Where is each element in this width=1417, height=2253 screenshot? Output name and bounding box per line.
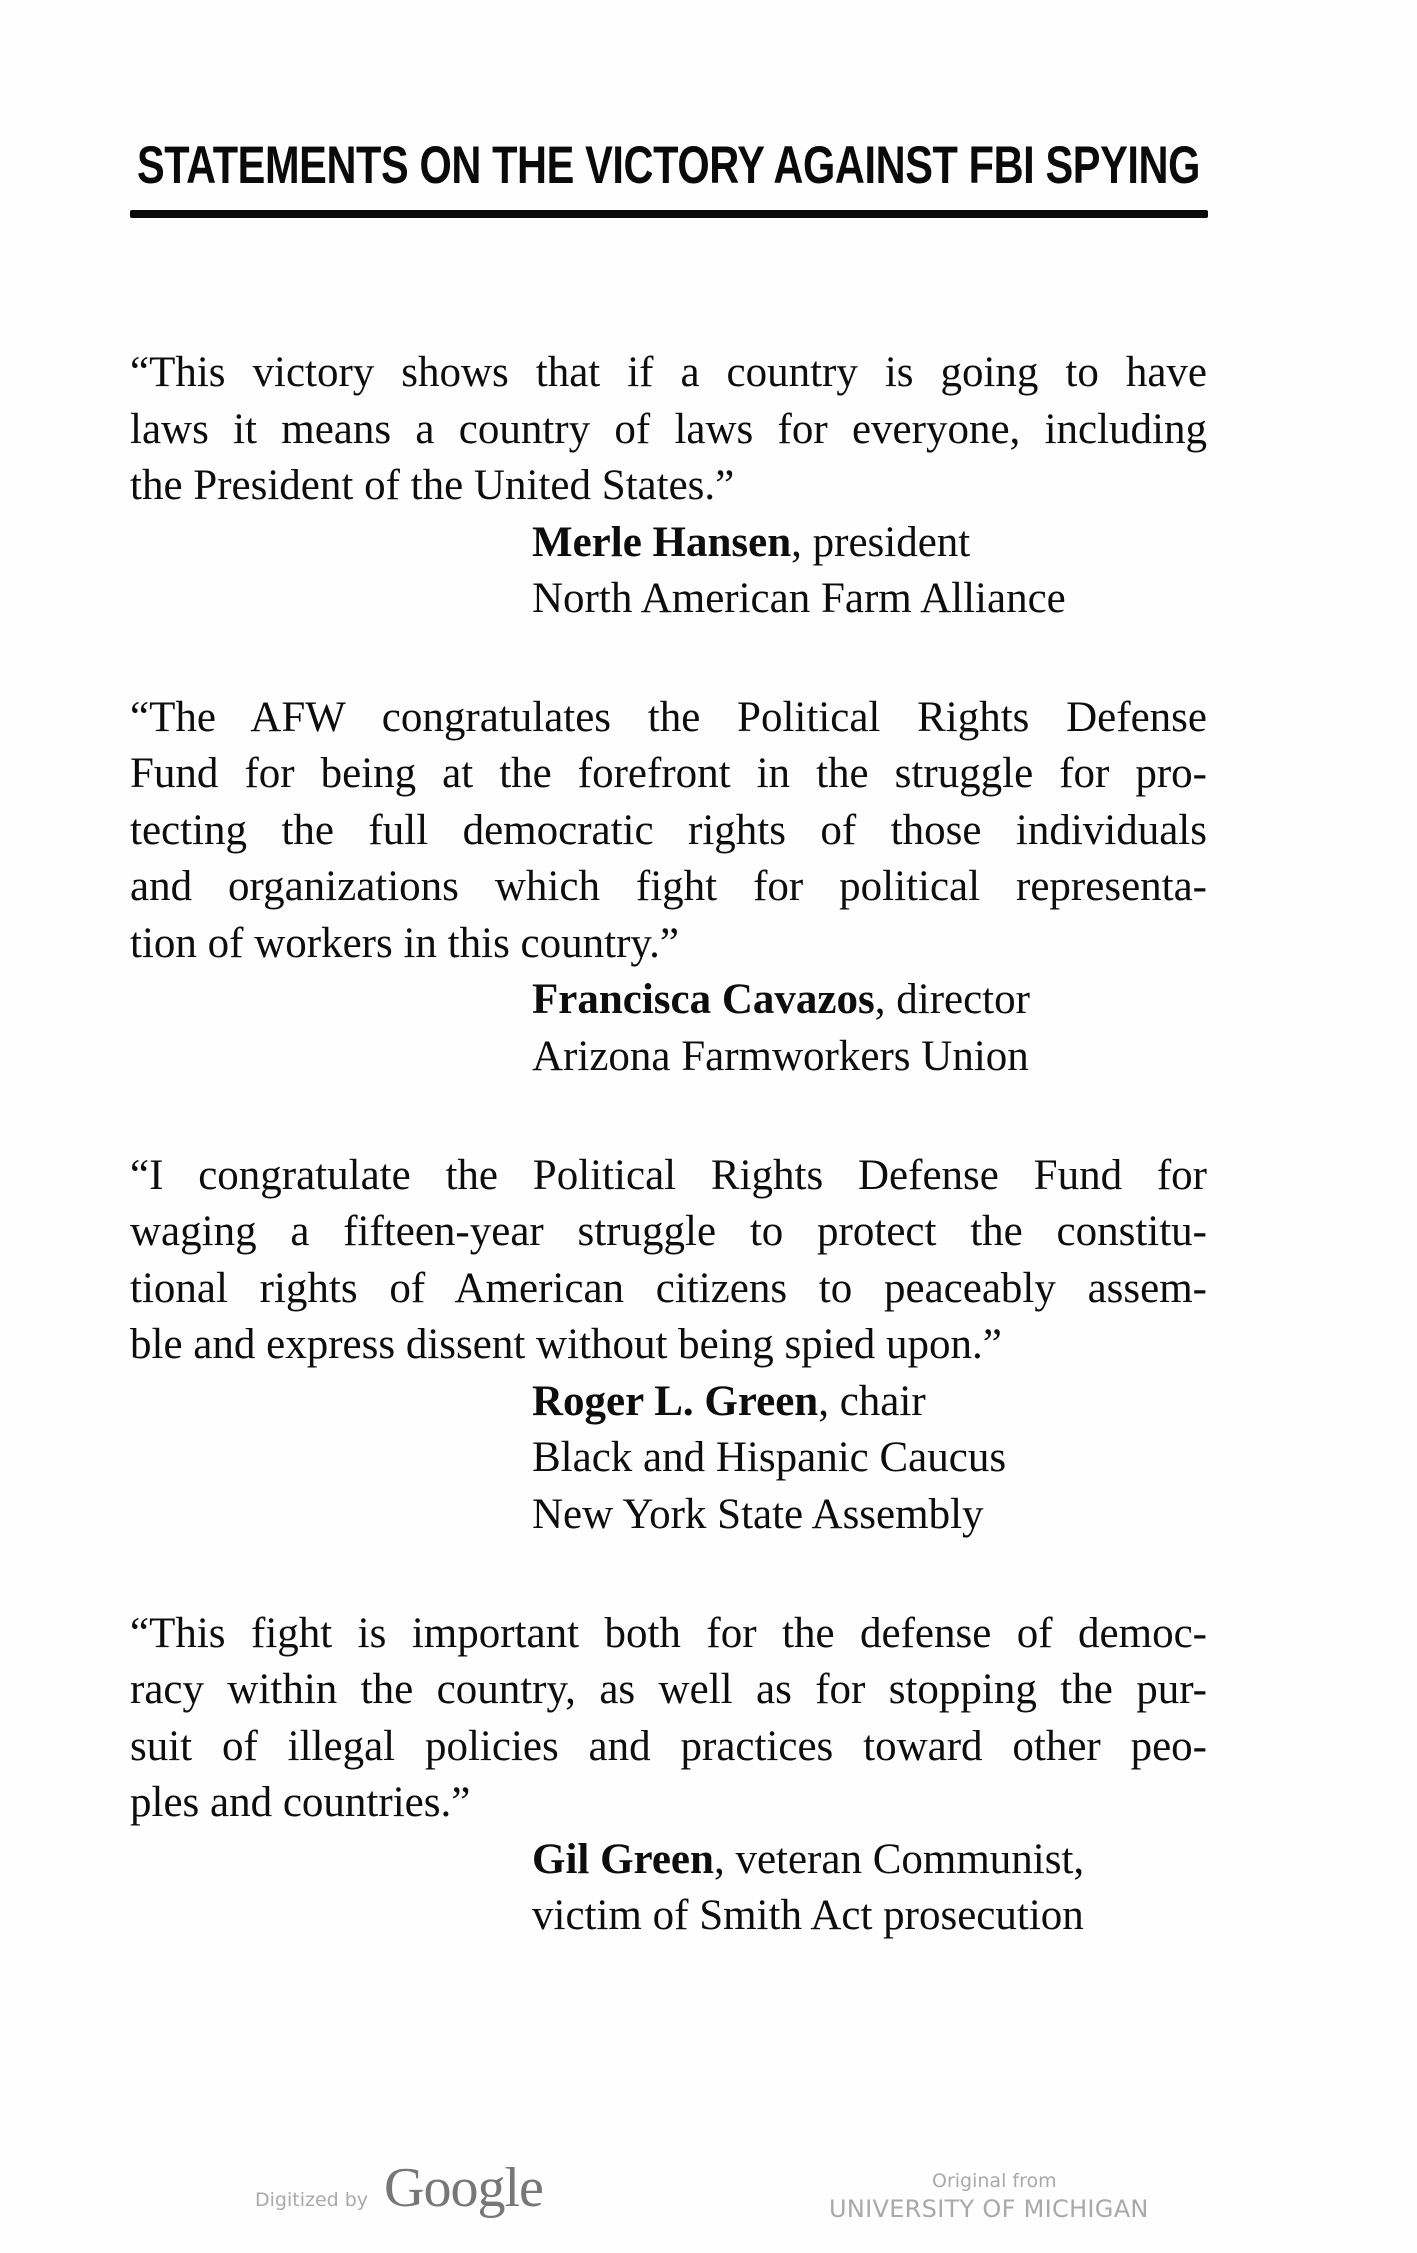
quote-line: suit of illegal policies and practices toward other peo-	[130, 1723, 1207, 1770]
digitized-by-label: Digitized by	[255, 2189, 369, 2211]
quote-line: “This fight is important both for the defense of democ-	[130, 1610, 1207, 1657]
attribution-title: , veteran Communist,	[713, 1836, 1085, 1883]
attribution	[532, 972, 1030, 1028]
quote-line: ples and countries.”	[130, 1779, 471, 1826]
attribution	[532, 515, 970, 571]
quote-line: “I congratulate the Political Rights Defense Fund for	[130, 1152, 1207, 1199]
page-title: STATEMENTS ON THE VICTORY AGAINST FBI SPYING	[137, 136, 1200, 195]
google-logo: Google	[384, 2157, 543, 2219]
quote-line: tional rights of American citizens to peaceably assem-	[130, 1265, 1207, 1312]
attribution-affiliation: Black and Hispanic Caucus	[532, 1434, 1007, 1481]
attribution-title: , chair	[818, 1378, 926, 1425]
quote-line: the President of the United States.”	[130, 462, 735, 509]
institution-label: UNIVERSITY OF MICHIGAN	[829, 2195, 1149, 2223]
attribution-name: Merle Hansen	[532, 519, 792, 566]
page-heading	[137, 138, 1200, 194]
attribution-title: , director	[874, 976, 1030, 1023]
quote-line: and organizations which fight for political representa-	[130, 863, 1207, 910]
attribution-affiliation: New York State Assembly	[532, 1491, 984, 1538]
attribution-name: Francisca Cavazos	[532, 976, 875, 1023]
quote-line: “This victory shows that if a country is going to have	[130, 349, 1207, 396]
attribution-name: Roger L. Green	[532, 1378, 819, 1425]
heading-rule	[130, 210, 1208, 218]
attribution-title: , president	[791, 519, 971, 566]
quote-line: racy within the country, as well as for stopping the pur-	[130, 1666, 1207, 1713]
attribution	[532, 1374, 926, 1430]
quote-line: waging a fifteen-year struggle to protect the constitu-	[130, 1208, 1207, 1255]
original-from-label: Original from	[932, 2170, 1057, 2192]
quote-line: laws it means a country of laws for everyone, including	[130, 406, 1207, 453]
attribution	[532, 1832, 1084, 1888]
quote-line: ble and express dissent without being spied upon.”	[130, 1321, 1002, 1368]
attribution-affiliation: North American Farm Alliance	[532, 575, 1066, 622]
attribution-affiliation: Arizona Farmworkers Union	[532, 1033, 1029, 1080]
quote-line: tion of workers in this country.”	[130, 920, 679, 967]
attribution-affiliation: victim of Smith Act prosecution	[532, 1892, 1084, 1939]
attribution-name: Gil Green	[532, 1836, 714, 1883]
quote-line: tecting the full democratic rights of those individuals	[130, 807, 1207, 854]
quote-line: Fund for being at the forefront in the struggle for pro-	[130, 750, 1207, 797]
quote-line: “The AFW congratulates the Political Rights Defense	[130, 694, 1207, 741]
